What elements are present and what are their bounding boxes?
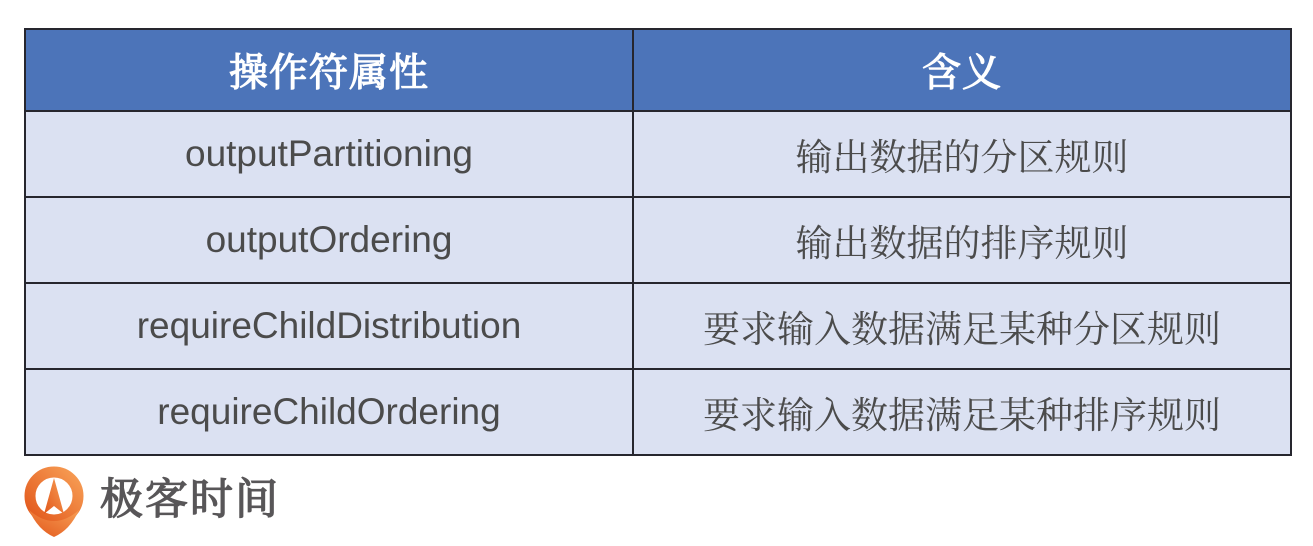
- geektime-pin-icon: [22, 466, 86, 540]
- meaning-cell: 要求输入数据满足某种排序规则: [633, 369, 1291, 455]
- attribute-cell: requireChildDistribution: [25, 283, 633, 369]
- table-row: [25, 197, 1291, 283]
- table-row: [25, 369, 1291, 455]
- attribute-cell: requireChildOrdering: [25, 369, 633, 455]
- table-row: [25, 111, 1291, 197]
- geektime-logo: [22, 466, 280, 540]
- operator-attributes-table-container: [24, 28, 1292, 456]
- column-header-attribute: 操作符属性: [25, 29, 633, 111]
- operator-attributes-table: [24, 28, 1292, 456]
- geektime-logo-text: 极客时间: [100, 475, 280, 524]
- table-row: [25, 283, 1291, 369]
- column-header-meaning: 含义: [633, 29, 1291, 111]
- meaning-cell: 要求输入数据满足某种分区规则: [633, 283, 1291, 369]
- attribute-cell: outputOrdering: [25, 197, 633, 283]
- meaning-cell: 输出数据的分区规则: [633, 111, 1291, 197]
- meaning-cell: 输出数据的排序规则: [633, 197, 1291, 283]
- attribute-cell: outputPartitioning: [25, 111, 633, 197]
- table-header-row: [25, 29, 1291, 111]
